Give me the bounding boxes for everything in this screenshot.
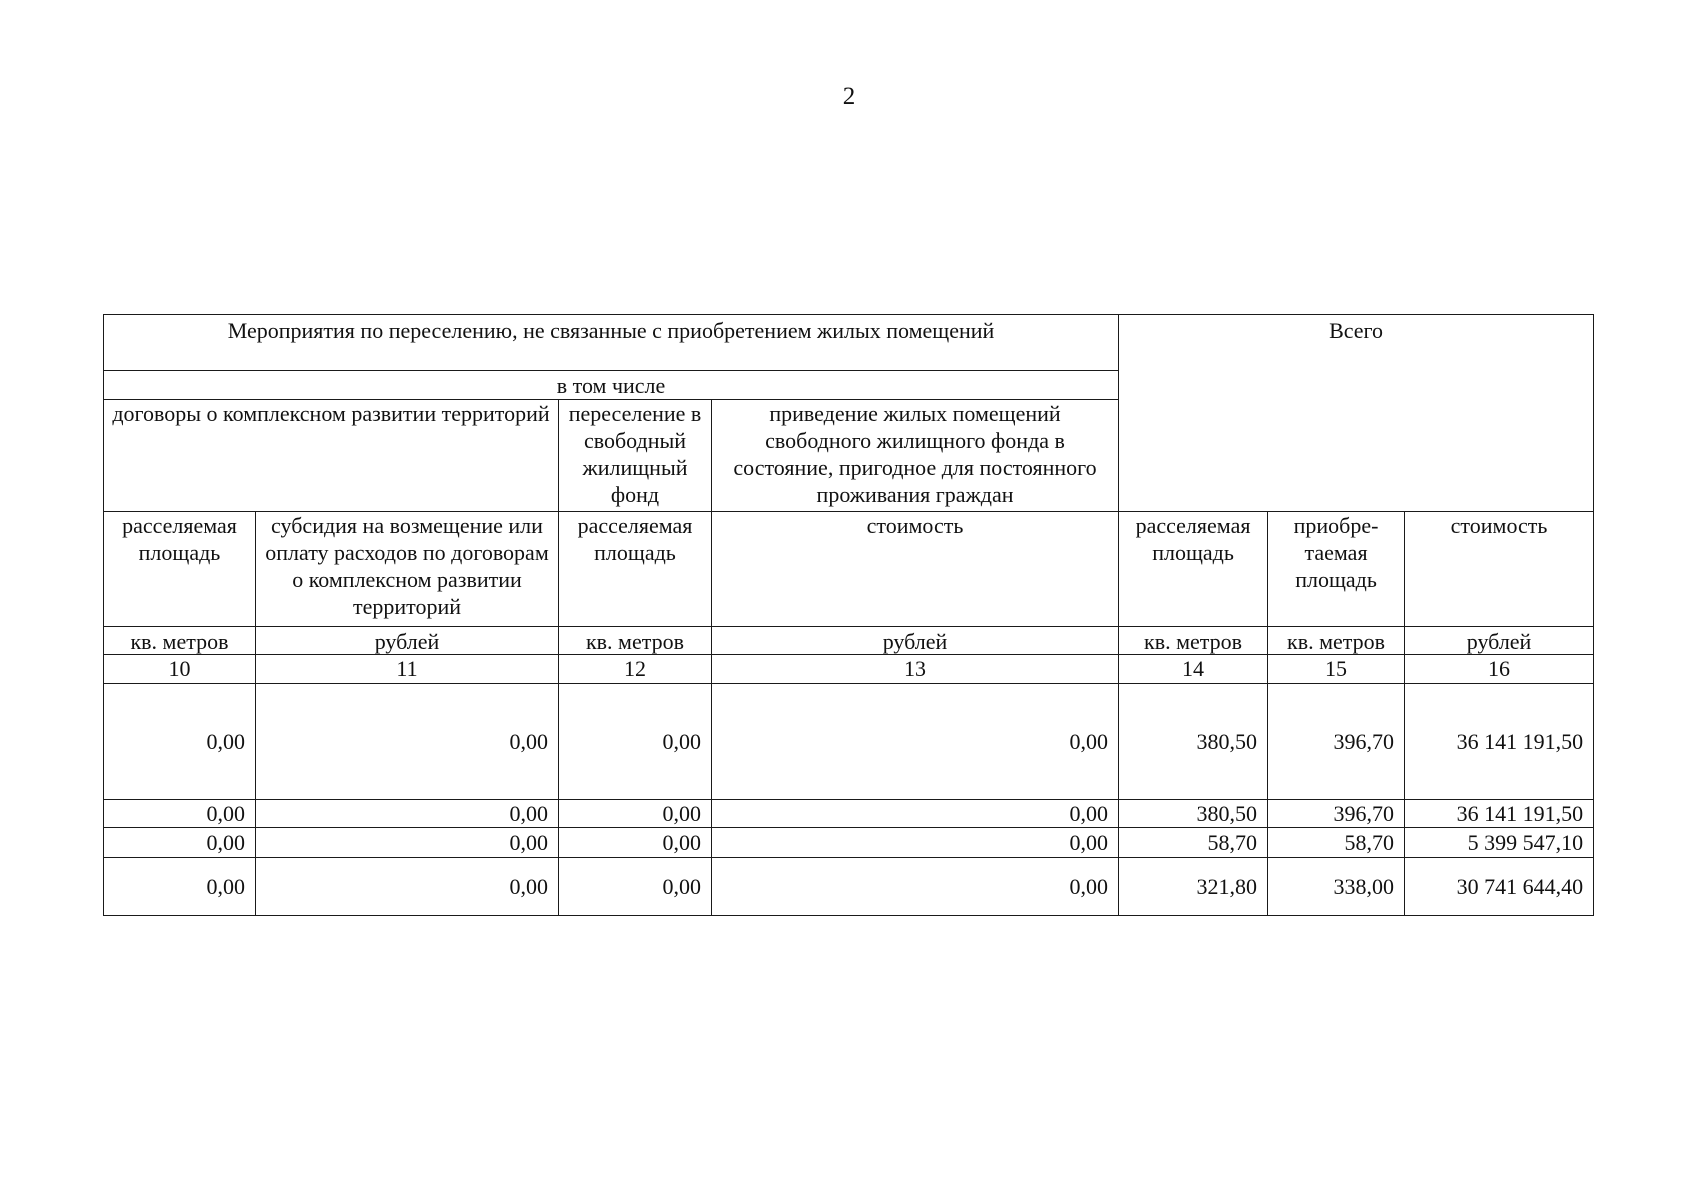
header-row-index [104, 654, 1594, 683]
table-cell: 58,70 [1119, 828, 1268, 857]
column-index: 12 [559, 654, 712, 683]
page-number: 2 [842, 83, 856, 110]
table-cell: 0,00 [559, 857, 712, 915]
total-title: Всего [1119, 315, 1594, 512]
table-cell: 380,50 [1119, 800, 1268, 828]
column-label: приобре-таемая площадь [1268, 511, 1405, 626]
table-cell: 0,00 [256, 800, 559, 828]
column-index: 13 [712, 654, 1119, 683]
column-label: субсидия на возмещение или оплату расходов по договорам о комплексном развитии территорий [256, 511, 559, 626]
column-index: 10 [104, 654, 256, 683]
unit-label: рублей [1405, 626, 1594, 654]
table-cell: 0,00 [256, 828, 559, 857]
table-cell: 380,50 [1119, 683, 1268, 800]
table-cell: 0,00 [712, 683, 1119, 800]
table-cell: 0,00 [104, 857, 256, 915]
table-cell: 0,00 [712, 828, 1119, 857]
table-cell: 338,00 [1268, 857, 1405, 915]
unit-label: рублей [256, 626, 559, 654]
column-label: стоимость [712, 511, 1119, 626]
column-index: 16 [1405, 654, 1594, 683]
table-cell: 0,00 [559, 683, 712, 800]
unit-label: кв. метров [1119, 626, 1268, 654]
including-label: в том числе [104, 371, 1119, 400]
table-cell: 36 141 191,50 [1405, 683, 1594, 800]
column-label: расселяемая площадь [104, 511, 256, 626]
table-cell: 0,00 [712, 857, 1119, 915]
table-row [104, 857, 1594, 915]
header-row-group [104, 315, 1594, 371]
unit-label: рублей [712, 626, 1119, 654]
table-cell: 0,00 [256, 857, 559, 915]
column-label: расселяемая площадь [1119, 511, 1268, 626]
table-cell: 5 399 547,10 [1405, 828, 1594, 857]
table-row [104, 683, 1594, 800]
table-cell: 30 741 644,40 [1405, 857, 1594, 915]
table-cell: 58,70 [1268, 828, 1405, 857]
table-row [104, 800, 1594, 828]
subgroup-pereselenie: переселение в свободный жилищный фонд [559, 400, 712, 512]
unit-label: кв. метров [104, 626, 256, 654]
table-cell: 0,00 [256, 683, 559, 800]
unit-label: кв. метров [559, 626, 712, 654]
column-index: 14 [1119, 654, 1268, 683]
table-cell: 0,00 [712, 800, 1119, 828]
column-label: стоимость [1405, 511, 1594, 626]
header-row-units [104, 626, 1594, 654]
column-label: расселяемая площадь [559, 511, 712, 626]
table-cell: 0,00 [104, 800, 256, 828]
table-cell: 0,00 [559, 800, 712, 828]
resettlement-table [103, 314, 1594, 916]
table-cell: 36 141 191,50 [1405, 800, 1594, 828]
unit-label: кв. метров [1268, 626, 1405, 654]
table-cell: 321,80 [1119, 857, 1268, 915]
table-cell: 396,70 [1268, 683, 1405, 800]
table-cell: 396,70 [1268, 800, 1405, 828]
subgroup-kompleks: договоры о комплексном развитии территорий [104, 400, 559, 512]
table-cell: 0,00 [104, 828, 256, 857]
table-cell: 0,00 [104, 683, 256, 800]
header-row-columns [104, 511, 1594, 626]
table-row [104, 828, 1594, 857]
group-title: Мероприятия по переселению, не связанные с приобретением жилых помещений [104, 315, 1119, 371]
subgroup-privedenie: приведение жилых помещений свободного жилищного фонда в состояние, пригодное для постоянного проживания граждан [712, 400, 1119, 512]
table-cell: 0,00 [559, 828, 712, 857]
column-index: 11 [256, 654, 559, 683]
column-index: 15 [1268, 654, 1405, 683]
